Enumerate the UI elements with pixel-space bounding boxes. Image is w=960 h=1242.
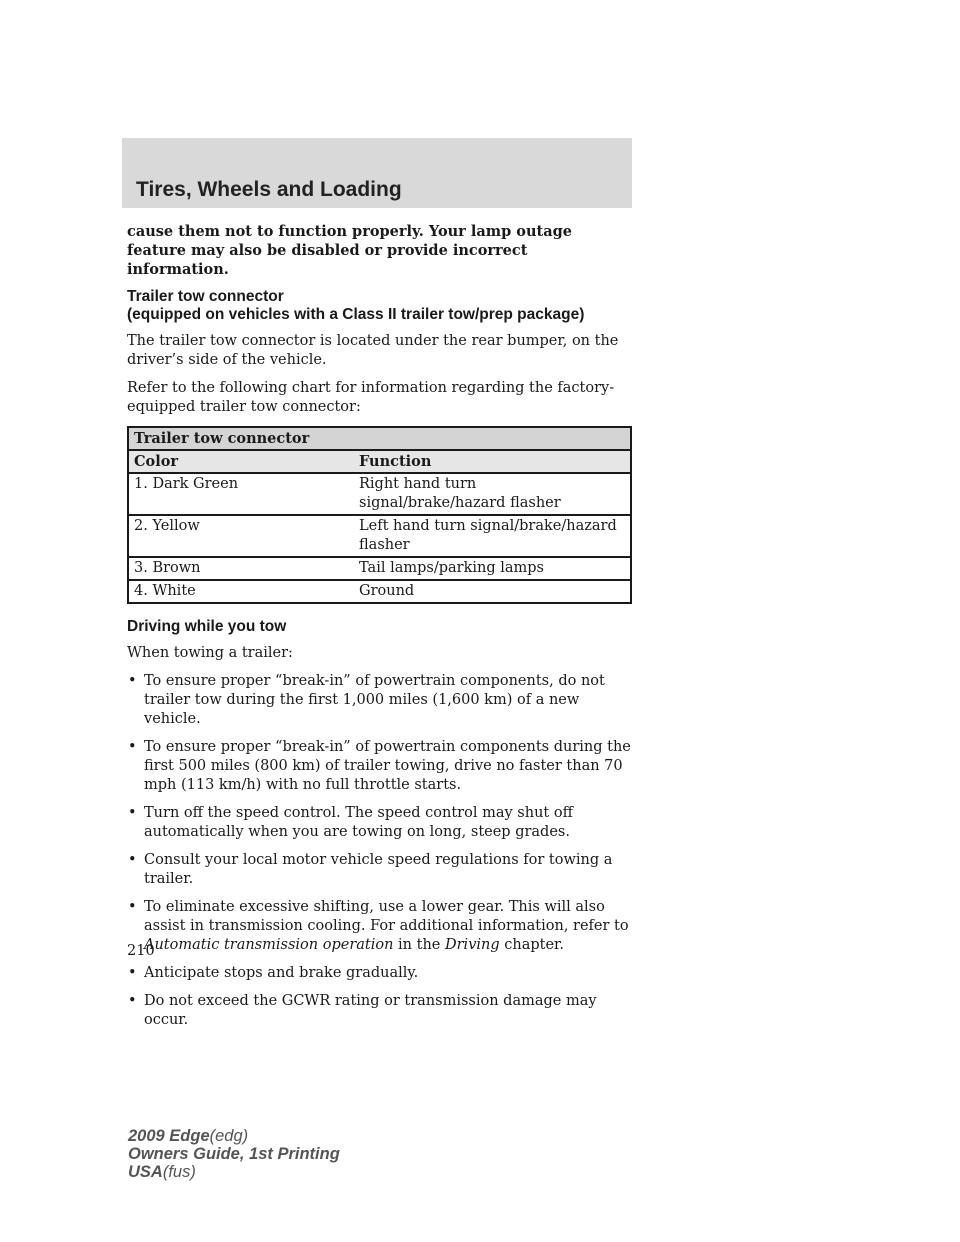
table-row [128, 473, 631, 515]
bullet-icon: • [128, 899, 137, 915]
list-item [127, 992, 632, 1030]
footer-model: 2009 Edge [128, 1127, 210, 1145]
list-item-text: Do not exceed the GCWR rating or transmission damage may occur. [144, 993, 597, 1028]
footer-market: USA [128, 1163, 163, 1181]
trailer-connector-table [127, 426, 632, 604]
table-header-row [128, 450, 631, 473]
chapter-title: Tires, Wheels and Loading [136, 178, 402, 201]
footer-line-1 [128, 1127, 340, 1145]
bullet-icon: • [128, 993, 137, 1009]
chapter-header-band [122, 138, 632, 208]
footer-model-code: (edg) [209, 1127, 249, 1145]
list-item-text: Anticipate stops and brake gradually. [144, 965, 419, 981]
table-cell-function: Ground [354, 580, 631, 603]
table-cell-color: 4. White [128, 580, 354, 603]
towing-tips-list [127, 672, 632, 1030]
list-item-text: in the [398, 937, 441, 953]
intro-paragraph: cause them not to function properly. Your lamp outage feature may also be disabled or provide incorrect information. [127, 223, 572, 278]
footer-market-code: (fus) [162, 1163, 196, 1181]
table-cell-color: 2. Yellow [128, 515, 354, 557]
connector-location-paragraph: The trailer tow connector is located under the rear bumper, on the driver’s side of the vehicle. [127, 333, 619, 368]
bullet-icon: • [128, 852, 137, 868]
list-item-text: chapter. [504, 937, 565, 953]
footer-line-3 [128, 1163, 340, 1181]
table-cell-color: 3. Brown [128, 557, 354, 580]
bullet-icon: • [128, 805, 137, 821]
table-row [128, 515, 631, 557]
list-item [127, 738, 632, 795]
connector-chart-paragraph: Refer to the following chart for information regarding the factory-equipped trailer tow connector: [127, 380, 615, 415]
list-item-text: To ensure proper “break-in” of powertrain components, do not trailer tow during the first 1,000 miles (1,600 km) of a new vehicle. [144, 673, 605, 727]
table-cell-function: Tail lamps/parking lamps [354, 557, 631, 580]
list-item-text: To eliminate excessive shifting, use a lower gear. This will also assist in transmission cooling. For additional information, refer to [144, 899, 629, 934]
bullet-icon: • [128, 965, 137, 981]
cross-reference-automatic-transmission: Automatic transmission operation [144, 937, 394, 953]
table-caption-row [128, 427, 631, 450]
table-cell-function: Right hand turn signal/brake/hazard flasher [354, 473, 631, 515]
bullet-icon: • [128, 673, 137, 689]
bullet-icon: • [128, 739, 137, 755]
table-cell-function: Left hand turn signal/brake/hazard flasher [354, 515, 631, 557]
driving-heading: Driving while you tow [127, 618, 287, 635]
footer-line-2 [128, 1145, 340, 1163]
table-row [128, 557, 631, 580]
list-item-text: Consult your local motor vehicle speed regulations for towing a trailer. [144, 852, 613, 887]
list-item [127, 672, 632, 729]
page-number: 210 [127, 943, 155, 959]
driving-lead: When towing a trailer: [127, 645, 293, 661]
column-header-color: Color [128, 450, 354, 473]
connector-heading-line1: Trailer tow connector [127, 288, 284, 305]
list-item [127, 851, 632, 889]
table-cell-color: 1. Dark Green [128, 473, 354, 515]
cross-reference-driving-chapter: Driving [445, 937, 500, 953]
table-caption: Trailer tow connector [128, 427, 631, 450]
list-item [127, 898, 632, 955]
list-item-text: Turn off the speed control. The speed control may shut off automatically when you are towing on long, steep grades. [144, 805, 573, 840]
print-footer [128, 1127, 340, 1181]
table-row [128, 580, 631, 603]
list-item [127, 964, 632, 983]
page-content [127, 222, 632, 1039]
connector-heading-line2: (equipped on vehicles with a Class II trailer tow/prep package) [127, 306, 585, 323]
connector-heading [127, 288, 632, 324]
list-item [127, 804, 632, 842]
column-header-function: Function [354, 450, 631, 473]
list-item-text: To ensure proper “break-in” of powertrain components during the first 500 miles (800 km) of trailer towing, drive no faster than 70 mph (113 km/h) with no full throttle starts. [144, 739, 631, 793]
footer-edition: Owners Guide, 1st Printing [128, 1145, 340, 1163]
